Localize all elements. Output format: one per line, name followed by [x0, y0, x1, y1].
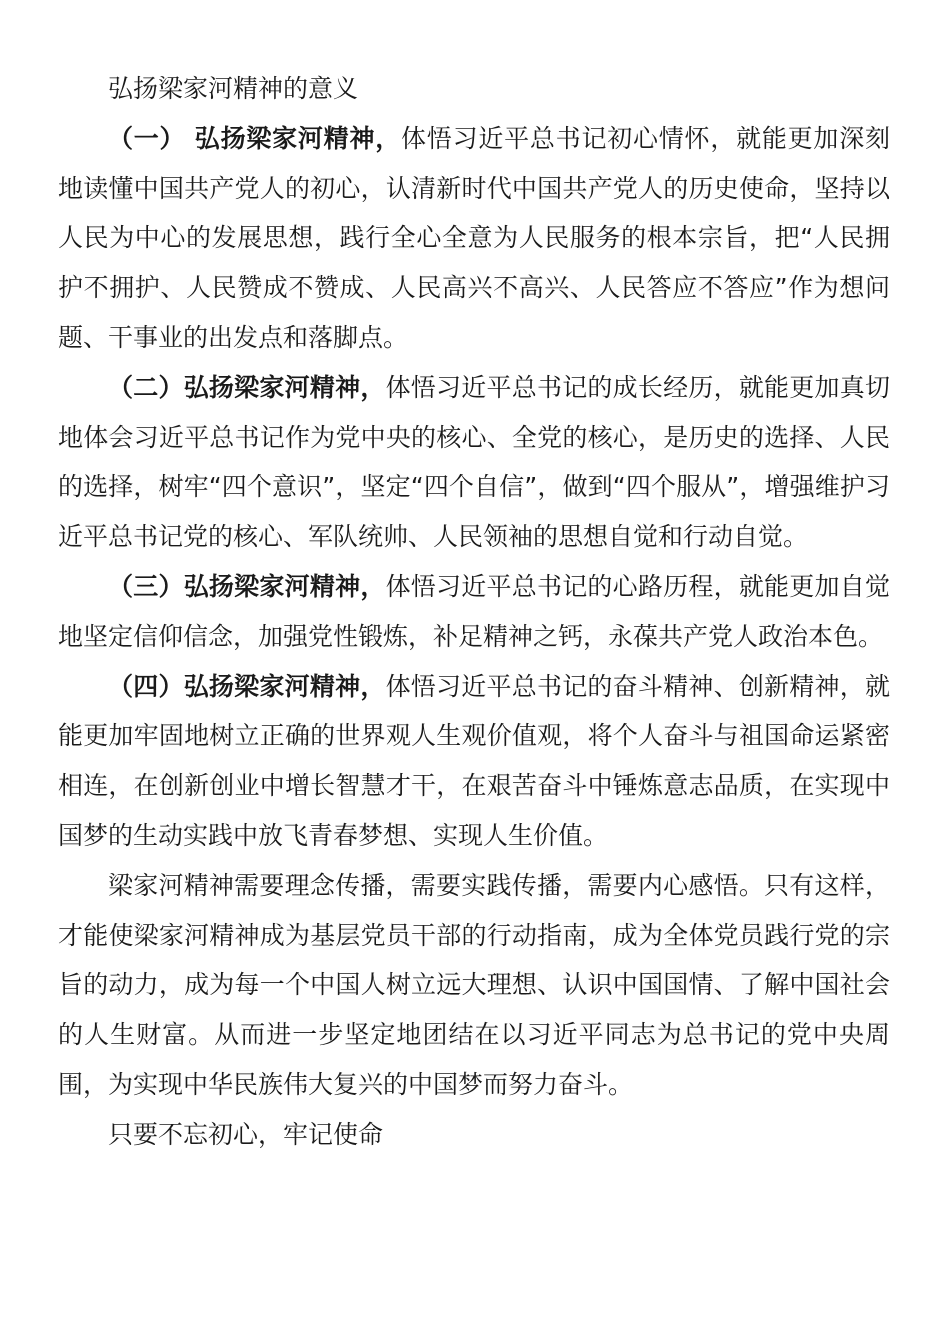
point-paragraph-1	[58, 114, 890, 363]
point-lead-4: （四）弘扬梁家河精神，	[108, 671, 386, 701]
conclusion-paragraph: 梁家河精神需要理念传播，需要实践传播，需要内心感悟。只有这样，才能使梁家河精神成为基层党员干部的行动指南，成为全体党员践行党的宗旨的动力，成为每一个中国人树立远大理想、认识中国国情、了解中国社会的人生财富。从而进一步坚定地团结在以习近平同志为总书记的党中央周围，为实现中华民族伟大复兴的中国梦而努力奋斗。	[58, 870, 890, 1099]
next-section-title: 只要不忘初心，牢记使命	[108, 1119, 384, 1149]
section-title: 弘扬梁家河精神的意义	[108, 74, 359, 103]
document-page	[58, 64, 890, 1160]
point-text-4: 体悟习近平总书记的奋斗精神、创新精神，就能更加牢固地树立正确的世界观人生观价值观，将个人奋斗与祖国命运紧密相连，在创新创业中增长智慧才干，在艰苦奋斗中锤炼意志品质，在实现中国梦的生动实践中放飞青春梦想、实现人生价值。	[58, 671, 890, 850]
point-lead-1: （一） 弘扬梁家河精神，	[108, 123, 402, 153]
point-lead-2: （二）弘扬梁家河精神，	[108, 372, 386, 402]
point-paragraph-3	[58, 562, 890, 662]
point-text-2: 体悟习近平总书记的成长经历，就能更加真切地体会习近平总书记作为党中央的核心、全党的核心，是历史的选择、人民的选择，树牢“四个意识”，坚定“四个自信”，做到“四个服从”，增强维护习近平总书记党的核心、军队统帅、人民领袖的思想自觉和行动自觉。	[58, 372, 890, 552]
point-paragraph-4	[58, 662, 890, 861]
point-text-3: 体悟习近平总书记的心路历程，就能更加自觉地坚定信仰信念，加强党性锻炼，补足精神之钙，永葆共产党人政治本色。	[58, 571, 890, 651]
point-paragraph-2	[58, 363, 890, 562]
point-lead-3: （三）弘扬梁家河精神，	[108, 571, 386, 601]
point-text-1: 体悟习近平总书记初心情怀，就能更加深刻地读懂中国共产党人的初心，认清新时代中国共产党人的历史使命，坚持以人民为中心的发展思想，践行全心全意为人民服务的根本宗旨，把“人民拥护不拥护、人民赞成不赞成、人民高兴不高兴、人民答应不答应”作为想问题、干事业的出发点和落脚点。	[58, 123, 890, 352]
